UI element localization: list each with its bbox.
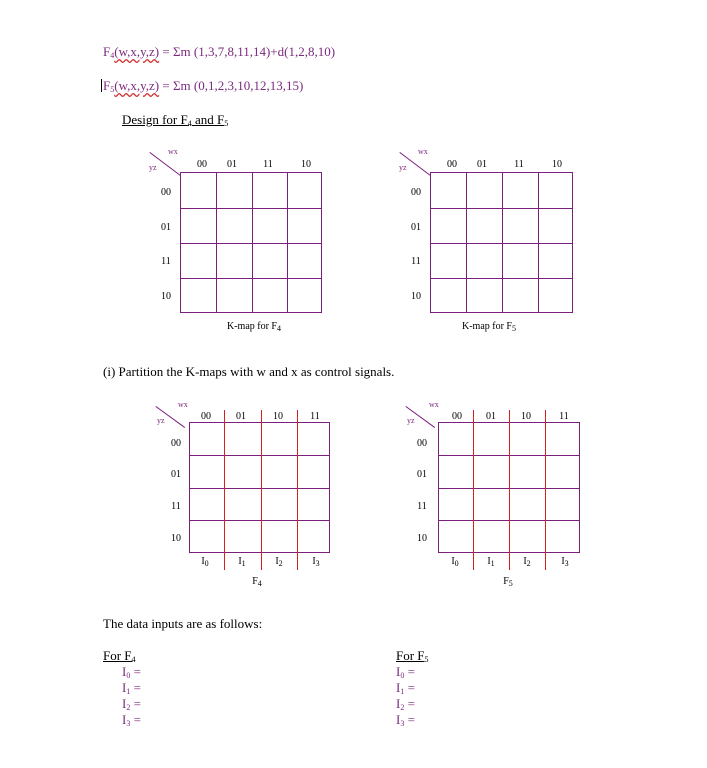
col-label: 11 — [514, 159, 524, 170]
partition-line — [224, 410, 225, 570]
input-label: $I_1$ — [238, 556, 246, 568]
kmap-caption: $F_4$ — [252, 576, 262, 588]
yz-label: yz — [157, 416, 165, 425]
input-line: $I_3$ = — [396, 712, 415, 728]
kmap-grid — [180, 172, 322, 313]
input-line: $I_2$ = — [396, 696, 415, 712]
col-label: 00 — [447, 159, 457, 170]
col-label: 10 — [521, 411, 531, 422]
partition-line — [545, 410, 546, 570]
design-heading: Design for $F_4$ and $F_5$ — [122, 112, 229, 128]
row-label: 01 — [411, 222, 421, 233]
kmap-grid — [430, 172, 573, 313]
col-label: 00 — [197, 159, 207, 170]
col-label: 11 — [263, 159, 273, 170]
input-line: $I_2$ = — [122, 696, 141, 712]
row-label: 00 — [411, 187, 421, 198]
for-f4-heading: For $F_4$ — [103, 648, 136, 664]
row-label: 11 — [417, 501, 427, 512]
col-label: 10 — [301, 159, 311, 170]
wx-label: wx — [168, 147, 178, 156]
partition-line — [509, 410, 510, 570]
row-label: 01 — [171, 469, 181, 480]
wx-label: wx — [178, 400, 188, 409]
kmap-grid — [189, 422, 330, 553]
text-cursor — [101, 79, 102, 92]
yz-label: yz — [149, 163, 157, 172]
partition-line — [297, 410, 298, 570]
yz-label: yz — [399, 163, 407, 172]
col-label: 00 — [452, 411, 462, 422]
row-label: 10 — [161, 291, 171, 302]
input-line: $I_1$ = — [122, 680, 141, 696]
row-label: 01 — [417, 469, 427, 480]
wx-label: wx — [418, 147, 428, 156]
input-label: $I_0$ — [201, 556, 209, 568]
col-label: 01 — [477, 159, 487, 170]
row-label: 10 — [417, 533, 427, 544]
input-label: $I_1$ — [487, 556, 495, 568]
kmap-caption: K-map for $F_4$ — [227, 321, 281, 333]
row-label: 11 — [171, 501, 181, 512]
wx-label: wx — [429, 400, 439, 409]
col-label: 10 — [273, 411, 283, 422]
input-line: $I_0$ = — [396, 664, 415, 680]
col-label: 10 — [552, 159, 562, 170]
input-label: $I_3$ — [312, 556, 320, 568]
row-label: 11 — [161, 256, 171, 267]
col-label: 11 — [559, 411, 569, 422]
equation-f4: $F_4(w,x,y,z) = \Sigma m$ (1,3,7,8,11,14)+d(1,2,8,10) — [103, 44, 336, 60]
partition-line — [473, 410, 474, 570]
input-label: $I_3$ — [561, 556, 569, 568]
col-label: 00 — [201, 411, 211, 422]
for-f5-heading: For $F_5$ — [396, 648, 429, 664]
kmap-caption: K-map for $F_5$ — [462, 321, 516, 333]
input-label: $I_2$ — [275, 556, 283, 568]
col-label: 01 — [236, 411, 246, 422]
partition-line — [261, 410, 262, 570]
row-label: 10 — [171, 533, 181, 544]
yz-label: yz — [407, 416, 415, 425]
input-label: $I_2$ — [523, 556, 531, 568]
row-label: 01 — [161, 222, 171, 233]
input-line: $I_1$ = — [396, 680, 415, 696]
input-line: $I_3$ = — [122, 712, 141, 728]
row-label: 00 — [417, 438, 427, 449]
input-label: $I_0$ — [451, 556, 459, 568]
row-label: 11 — [411, 256, 421, 267]
row-label: 10 — [411, 291, 421, 302]
partition-instruction: (i) Partition the K-maps with w and x as control signals. — [103, 364, 395, 379]
input-line: $I_0$ = — [122, 664, 141, 680]
col-label: 01 — [227, 159, 237, 170]
equation-f5: $F_5(w,x,y,z) = \Sigma m$ (0,1,2,3,10,12,13,15) — [103, 78, 304, 94]
row-label: 00 — [161, 187, 171, 198]
col-label: 11 — [310, 411, 320, 422]
data-inputs-heading: The data inputs are as follows: — [103, 616, 263, 631]
col-label: 01 — [486, 411, 496, 422]
kmap-caption: $F_5$ — [503, 576, 513, 588]
row-label: 00 — [171, 438, 181, 449]
